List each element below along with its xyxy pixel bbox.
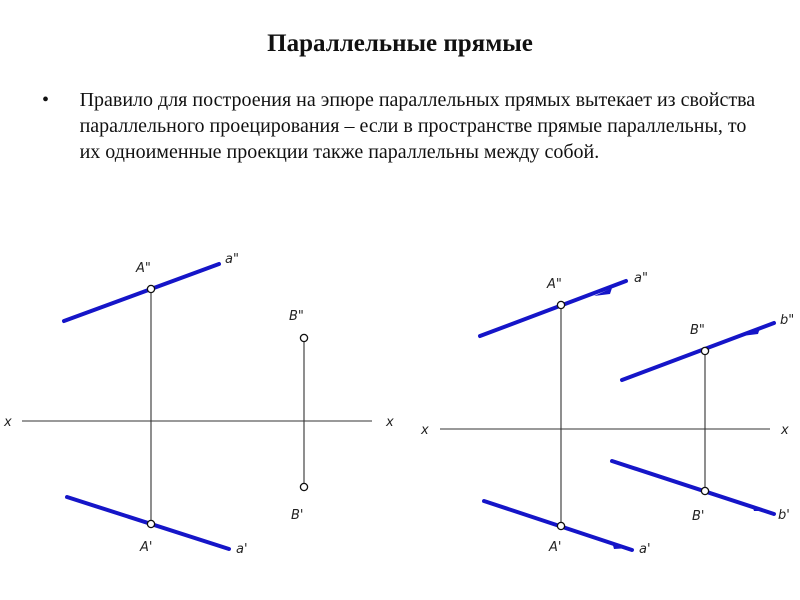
- label-B2: B": [289, 309, 304, 324]
- right-axis-label-left: x: [421, 423, 429, 438]
- point-A-frontal: [557, 301, 564, 308]
- label-b2: b": [780, 313, 795, 328]
- point-B-horizontal: [300, 483, 307, 490]
- left-axis-label-left: x: [4, 415, 12, 430]
- label-a2: a": [225, 252, 239, 267]
- line-b-horizontal-projection: [612, 461, 774, 514]
- label-a1: a': [639, 542, 651, 557]
- label-B1: B': [692, 509, 705, 524]
- point-B-frontal: [701, 347, 708, 354]
- point-A-horizontal: [557, 522, 564, 529]
- point-B-horizontal: [701, 487, 708, 494]
- label-a1: a': [236, 542, 248, 557]
- label-A1: A': [140, 540, 153, 555]
- point-A-horizontal: [147, 520, 154, 527]
- bullet-text: Правило для построения на эпюре параллельных прямых вытекает из свойства параллельного проецирования – если в пространстве прямые параллельны, то их одноименные проекции также параллельны между собой.: [79, 89, 756, 163]
- label-A2: A": [136, 261, 151, 276]
- left-axis-label-right: x: [386, 415, 394, 430]
- point-B-frontal: [300, 334, 307, 341]
- left-diagram: [3, 252, 394, 557]
- label-B1: B': [291, 508, 304, 523]
- label-a2: a": [634, 271, 648, 286]
- parallel-mark-a1-icon: [612, 542, 630, 549]
- label-B2: B": [690, 323, 705, 338]
- label-A1: A': [549, 540, 562, 555]
- bullet-dot-icon: •: [42, 89, 50, 111]
- label-b1: b': [778, 508, 790, 523]
- right-axis-label-right: x: [781, 423, 789, 438]
- slide-title: Параллельные прямые: [267, 30, 533, 57]
- point-A-frontal: [147, 285, 154, 292]
- right-diagram: [420, 271, 794, 557]
- label-A2: A": [547, 277, 562, 292]
